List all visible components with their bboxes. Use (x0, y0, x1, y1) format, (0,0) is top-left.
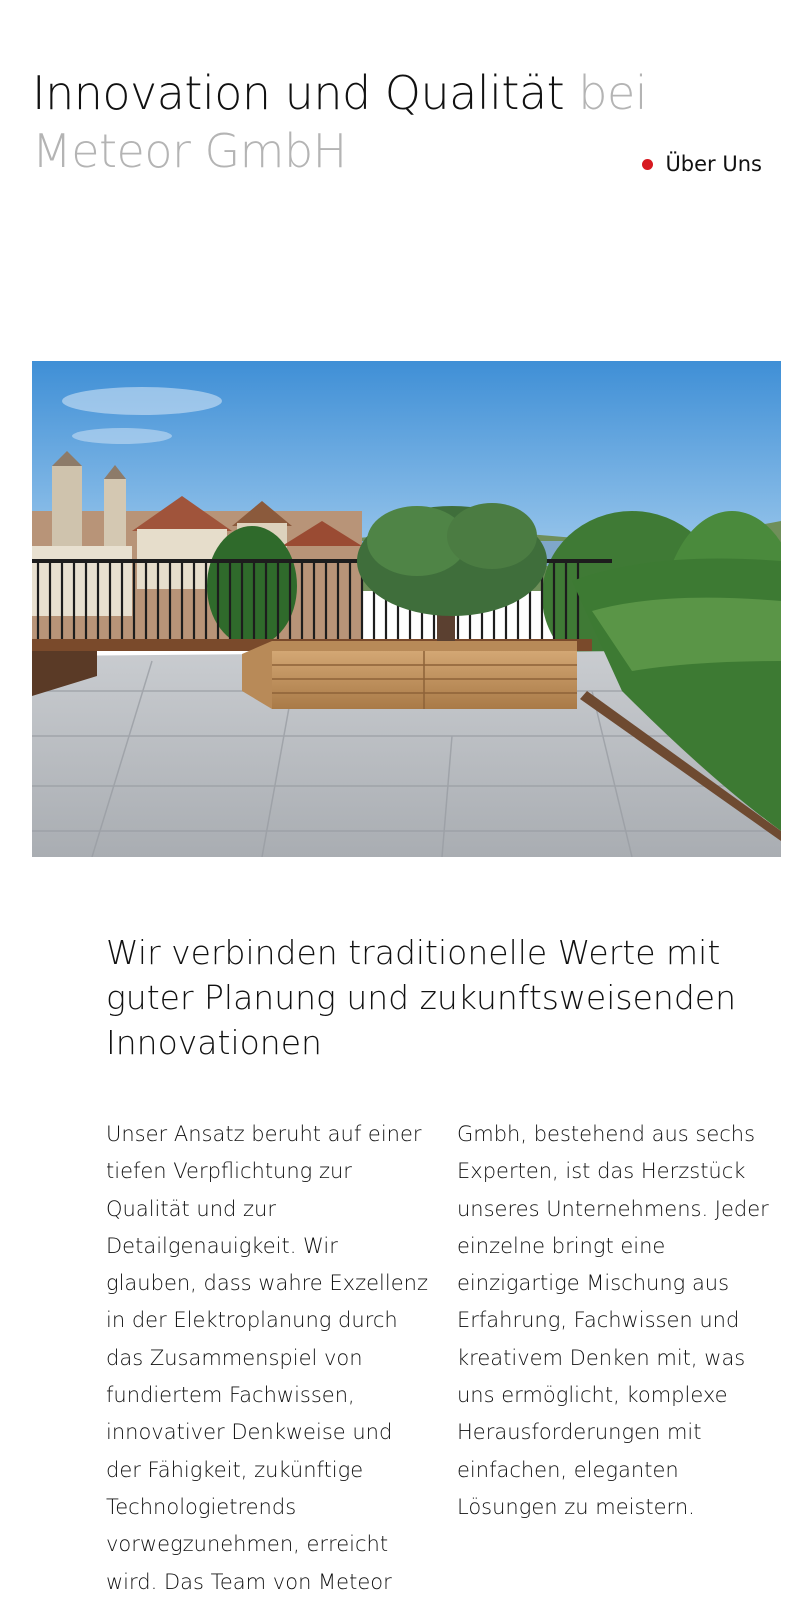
page-title (32, 64, 652, 180)
red-dot-icon (642, 159, 653, 170)
body-paragraph: Unser Ansatz beruht auf einer tiefen Verpflichtung zur Qualität und zur Detailgenauigkeit. Wir glauben, dass wahre Exzellenz in der Elektroplanung durch das Zusammenspiel von fundiertem Fachwissen, innovativer Denkweise und der Fähigkeit, zukünftige Technologietrends vorwegzunehmen, erreicht wird. Das Team von Meteor Gmbh, bestehend aus sechs Experten, ist das Herzstück unseres Unternehmens. Jeder einzelne bringt eine einzigartige Mischung aus Erfahrung, Fachwissen und kreativem Denken mit, was uns ermöglicht, komplexe Herausforderungen mit einfachen, eleganten Lösungen zu meistern. (106, 1122, 769, 1594)
lead-heading: Wir verbinden traditionelle Werte mit guter Planung und zukunftsweisenden Innovationen (106, 933, 736, 1062)
page-title-main: Innovation und Qualität (32, 66, 565, 120)
body-text-columns (106, 1116, 782, 1606)
rooftop-terrace-photo (32, 361, 781, 857)
nav-link-label: Über Uns (665, 152, 762, 176)
nav-link-about[interactable] (642, 152, 762, 176)
hero-image (32, 361, 781, 857)
page-title-highlight: bei Meteor GmbH (32, 66, 648, 178)
